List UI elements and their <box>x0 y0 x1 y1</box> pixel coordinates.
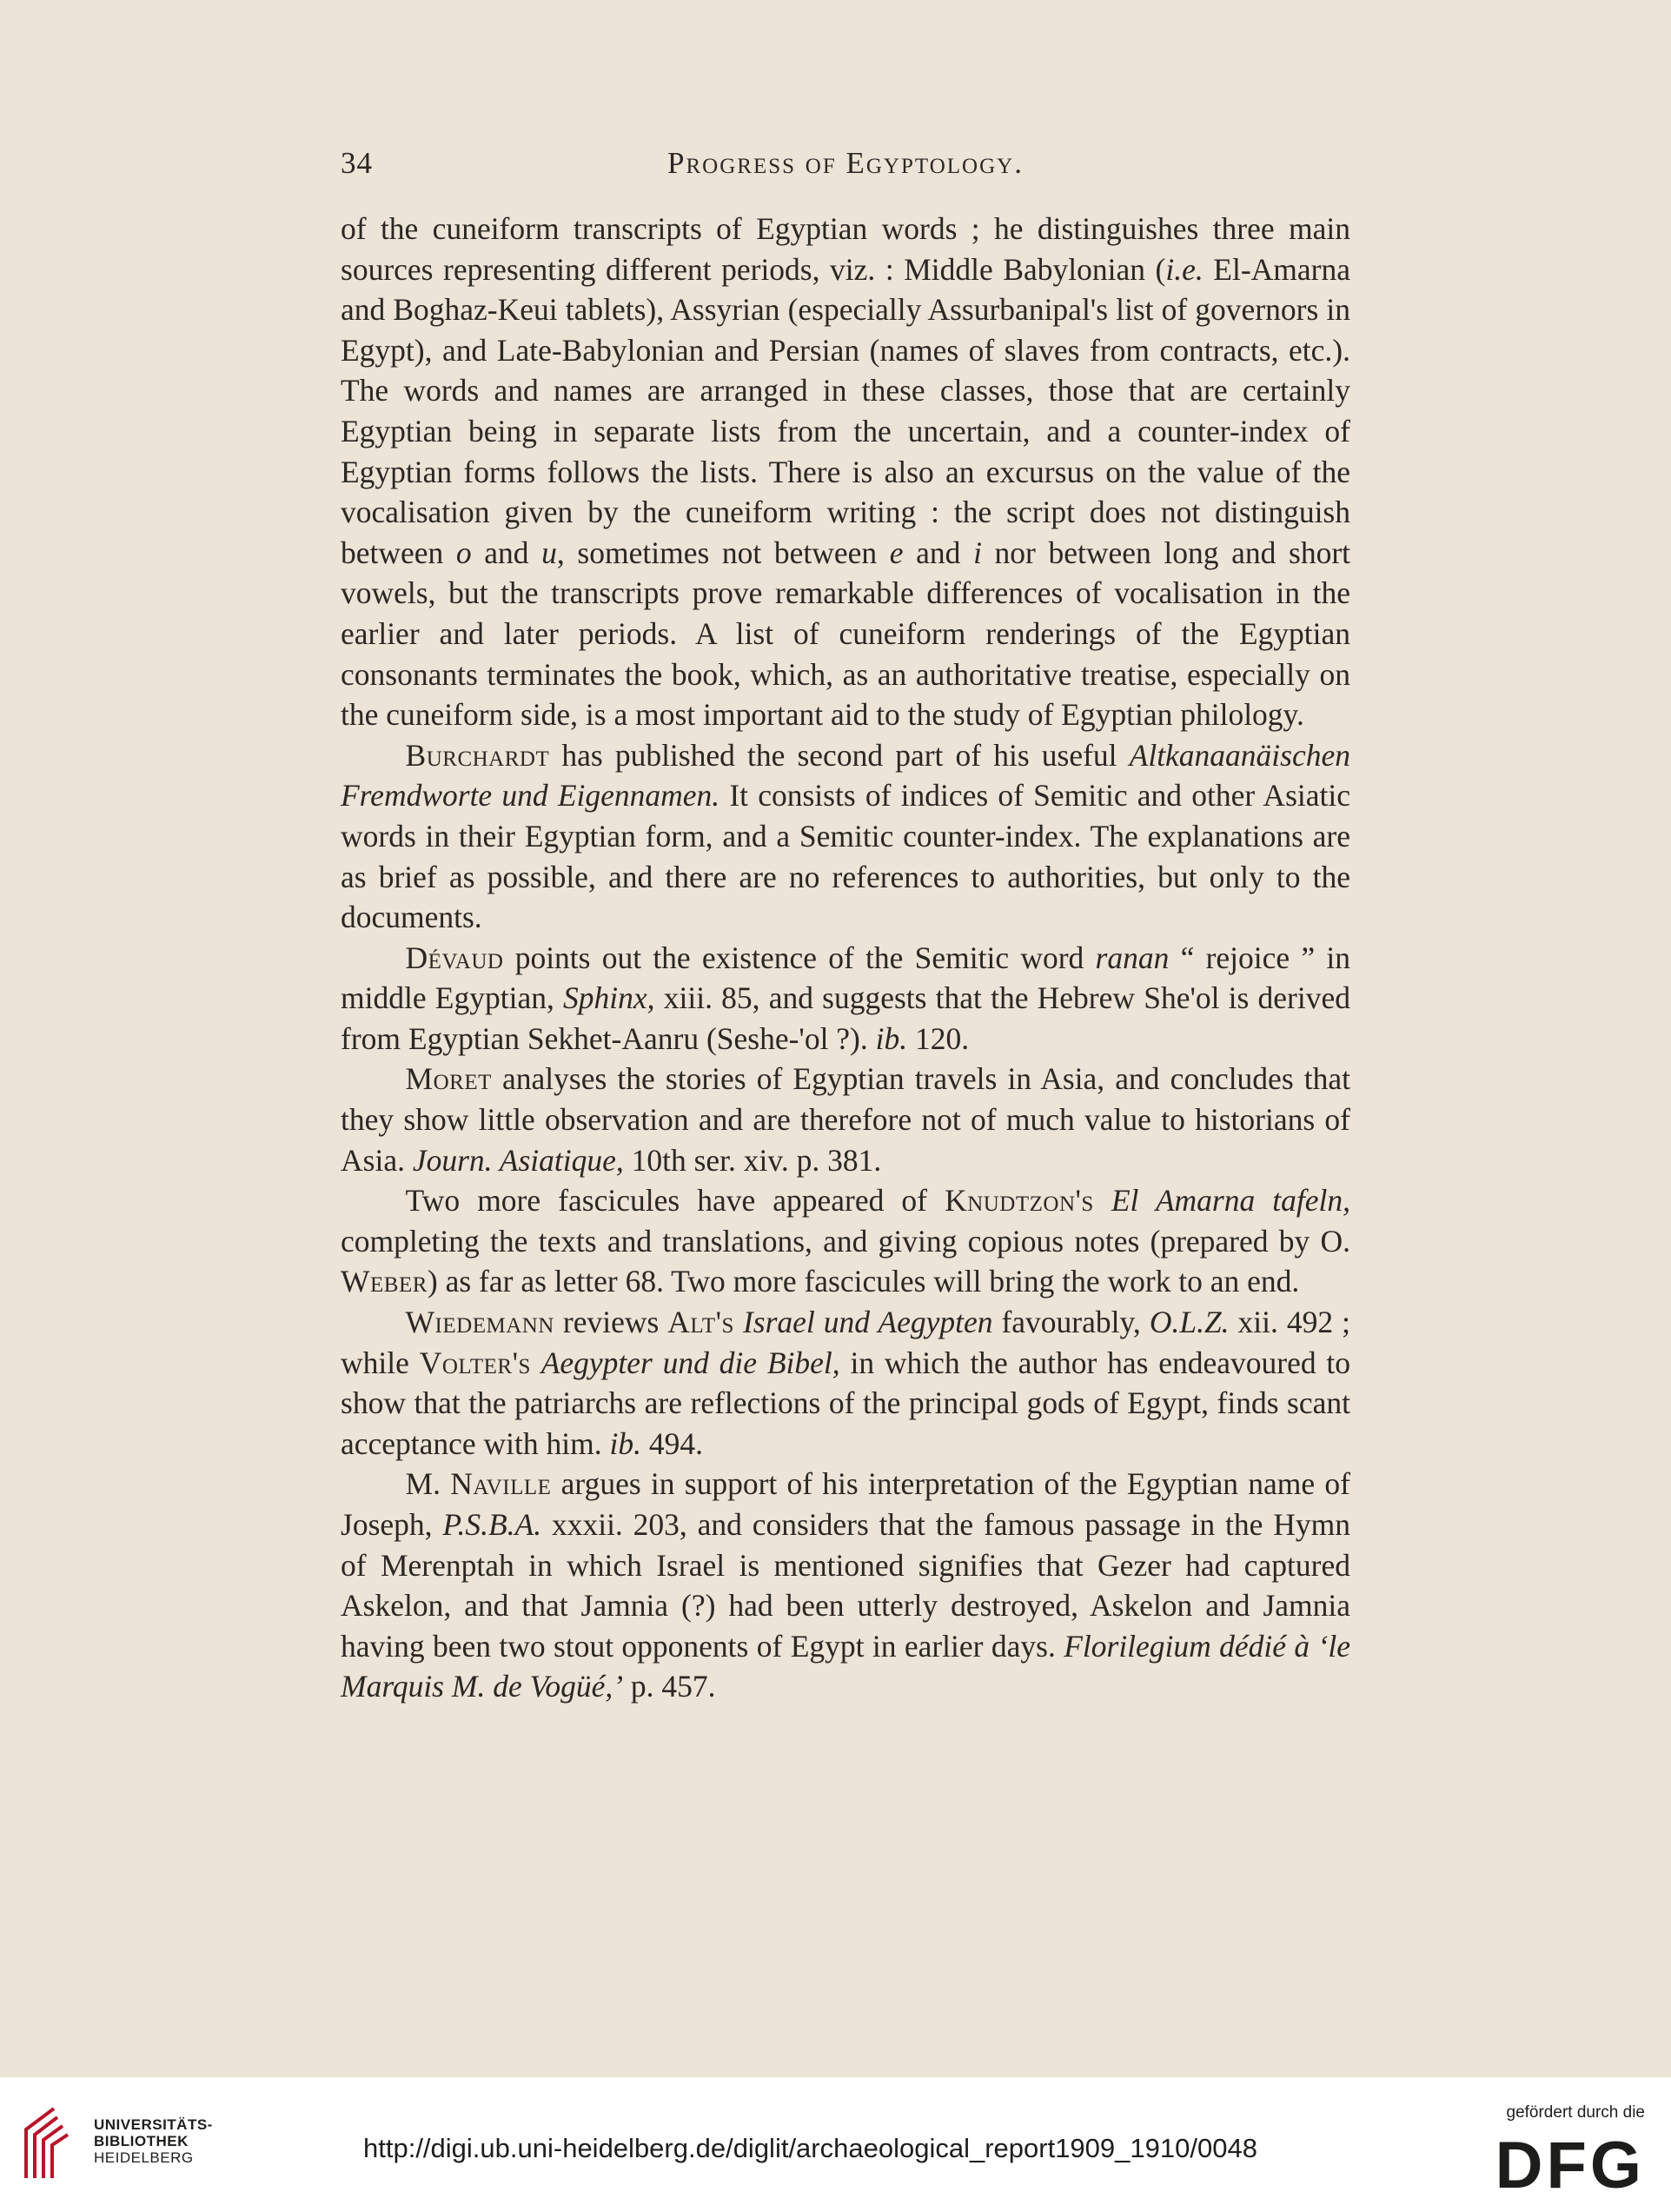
paragraph-1: of the cuneiform transcripts of Egyptian words ; he distinguishes three main sources representing different periods, viz. : Middle Babylonian (i.e. El-Amarna and Boghaz-Keui tablets), Assyrian (especially Assurbanipal's list of governors in Egypt), and Late-Babylonian and Persian (names of slaves from contracts, etc.). The words and names are arranged in these classes, those that are certainly Egyptian being in separate lists from the uncertain, and a counter-index of Egyptian forms follows the lists. There is also an excursus on the value of the vocalisation given by the cuneiform writing : the script does not distinguish between o and u, sometimes not between e and i nor between long and short vowels, but the transcripts prove remarkable differences of vocalisation in the earlier and later periods. A list of cuneiform renderings of the Egyptian consonants terminates the book, which, as an authoritative treatise, especially on the cuneiform side, is a most important aid to the study of Egyptian philology. <box>341 211 1351 733</box>
paragraph-4: Moret analyses the stories of Egyptian travels in Asia, and concludes that they show little observation and are therefore not of much value to historians of Asia. Journ. Asiatique, 10th ser. xiv. p. 381. <box>341 1061 1350 1178</box>
library-name: UNIVERSITÄTS- BIBLIOTHEK HEIDELBERG <box>94 2116 213 2166</box>
digitization-footer <box>0 2077 1671 2212</box>
funded-by-label: gefördert durch die <box>1506 2103 1645 2122</box>
university-library-logo-icon <box>19 2103 89 2180</box>
paragraph-7: M. Naville argues in support of his interpretation of the Egyptian name of Joseph, P.S.B.A. xxxii. 203, and considers that the famous passage in the Hymn of Merenptah in which Israel is mentioned signifies that Gezer had captured Askelon, and that Jamnia (?) had been utterly destroyed, Askelon and Jamnia having been two stout opponents of Egypt in earlier days. Florilegium dédié à ‘le Marquis M. de Vogüé,’ p. 457. <box>341 1466 1351 1704</box>
running-title: Progress of Egyptology. <box>667 146 1024 180</box>
permalink-url[interactable]: http://digi.ub.uni-heidelberg.de/diglit/archaeological_report1909_1910/0048 <box>363 2133 1257 2163</box>
paragraph-2: Burchardt has published the second part of his useful Altkanaanäischen Fremdworte und Eigennamen. It consists of indices of Semitic and other Asiatic words in their Egyptian form, and a Semitic counter-index. The explanations are as brief as possible, and there are no references to authorities, but only to the documents. <box>341 737 1350 935</box>
body-text <box>341 209 1350 1707</box>
page-number: 34 <box>341 146 373 180</box>
dfg-logo: DFG <box>1495 2129 1645 2202</box>
paragraph-6: Wiedemann reviews Alt's Israel und Aegypten favourably, O.L.Z. xii. 492 ; while Volter's Aegypter und die Bibel, in which the author has endeavoured to show that the patriarchs are reflections of the principal gods of Egypt, finds scant acceptance with him. ib. 494. <box>341 1305 1351 1461</box>
paragraph-5: Two more fascicules have appeared of Knudtzon's El Amarna tafeln, completing the texts and translations, and giving copious notes (prepared by O. Weber) as far as letter 68. Two more fascicules will bring the work to an end. <box>341 1183 1351 1299</box>
paragraph-3: Dévaud points out the existence of the Semitic word ranan “ rejoice ” in middle Egyptian, Sphinx, xiii. 85, and suggests that the Hebrew She'ol is derived from Egyptian Sekhet-Aanru (Seshe-'ol ?). ib. 120. <box>341 940 1350 1056</box>
